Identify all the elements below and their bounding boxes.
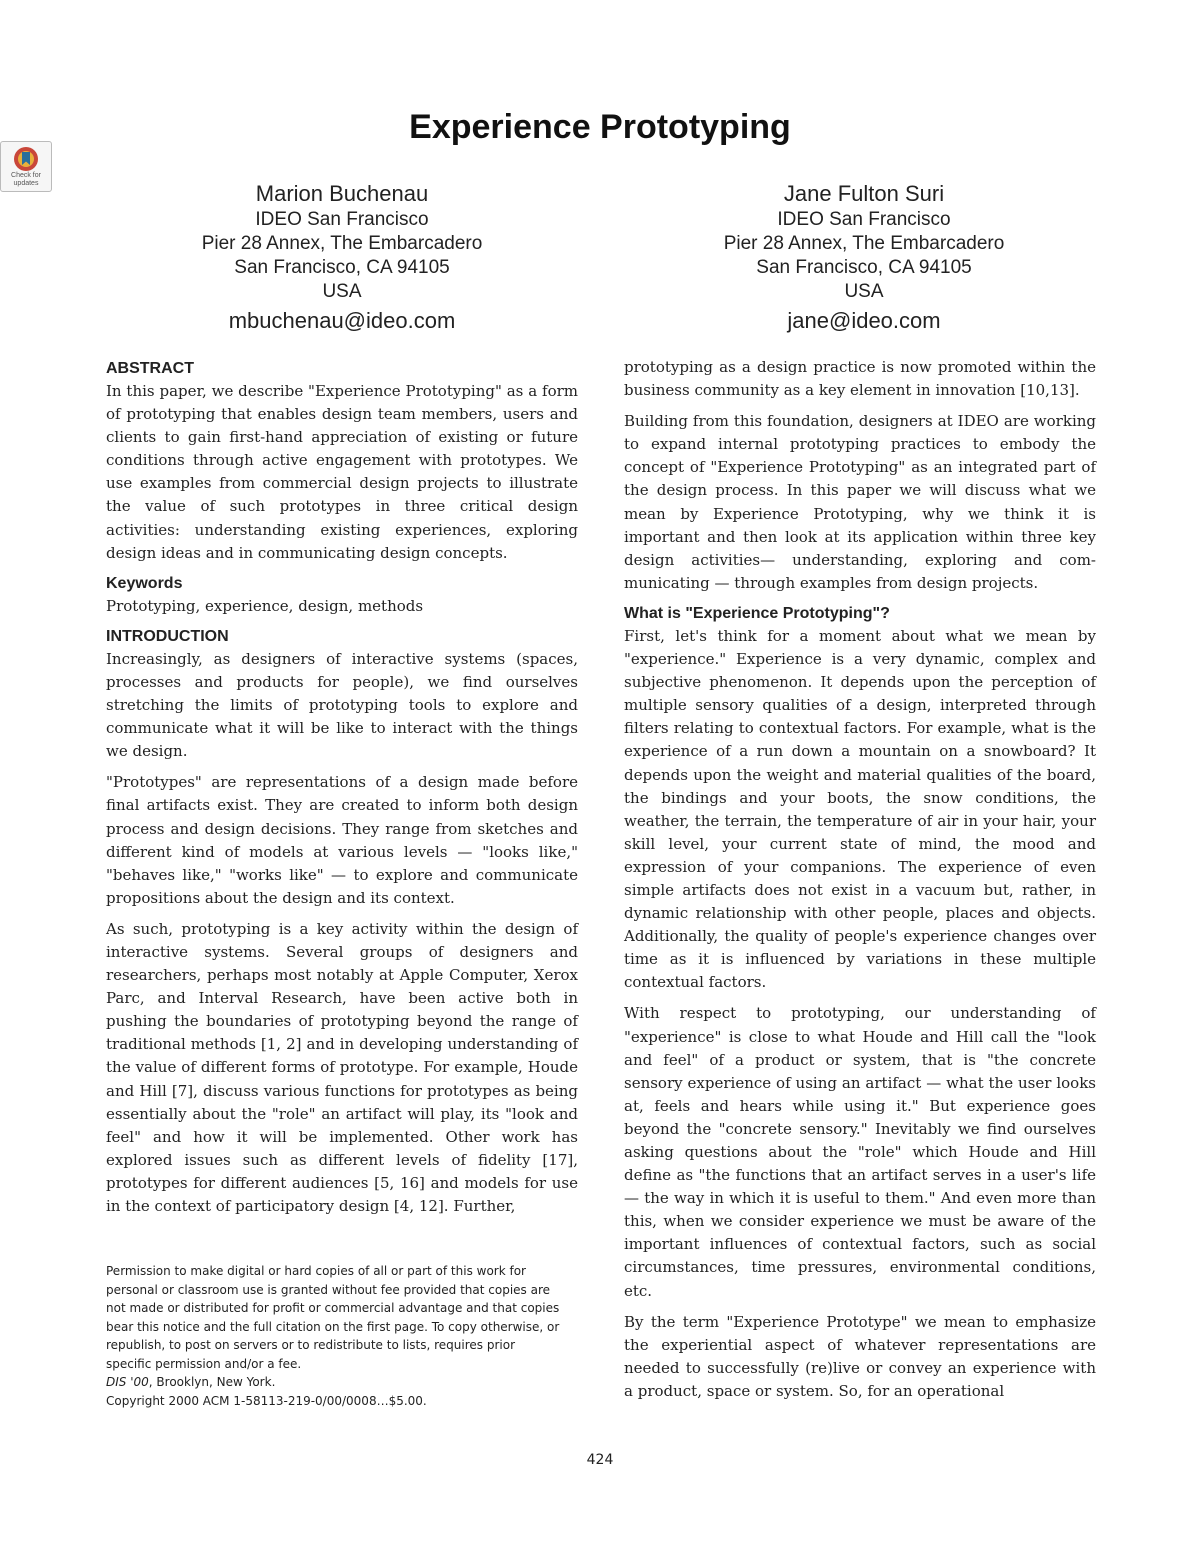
venue-line	[106, 1373, 561, 1392]
author-email[interactable]: jane@ideo.com	[787, 308, 941, 333]
check-for-updates-badge[interactable]	[0, 141, 52, 192]
author-name: Marion Buchenau	[255, 181, 429, 206]
author-affiliation: IDEO San Francisco	[777, 209, 951, 230]
introduction-paragraph-1: Increasingly, as designers of interactive systems (spaces, processes and products for people), we find ourselves stretching the limits of prototyping tools to explore and communicate what it will be like to interact with the things we design.	[106, 649, 578, 761]
keywords-heading: Keywords	[106, 574, 183, 592]
introduction-heading: INTRODUCTION	[106, 627, 229, 645]
venue-place: , Brooklyn, New York.	[148, 1375, 276, 1389]
permission-notice: Permission to make digital or hard copies of all or part of this work for personal or classroom use is granted without fee provided that copies are not made or distributed for profit or commercial advantage and that copies bear this notice and the full citation on the first page. To copy otherwise, or republish, to post on servers or to redistribute to lists, requires prior specific permission and/or a fee.	[106, 1264, 560, 1371]
right-paragraph-1: prototyping as a design practice is now promoted within the business community as a key element in innovation [10,13].	[624, 358, 1096, 400]
author-block-1	[102, 180, 582, 336]
section-heading-experience-prototyping: What is "Experience Prototyping"?	[624, 604, 890, 622]
right-column	[624, 356, 1096, 1411]
copyright-footnote	[106, 1262, 561, 1410]
paper-title: Experience Prototyping	[409, 108, 791, 146]
author-address-line-2: San Francisco, CA 94105	[756, 257, 972, 278]
author-address-line-2: San Francisco, CA 94105	[234, 257, 450, 278]
venue-name: DIS '00	[106, 1375, 149, 1389]
author-country: USA	[844, 281, 884, 302]
right-paragraph-4: With respect to prototyping, our understanding of "experience" is close to what Houde and Hill call the "look and feel" of a product or system, that is "the concrete sensory experience of using an artifact — what the user looks at, feels and hears while using it." But experience goes beyond the "concrete sensory." Inevitably we find ourselves asking questions about the "role" which Houde and Hill define as "the functions that an artifact serves in a user's life — the way in which it is useful to them." And even more than this, when we consider experience we must be aware of the important influences of contextual factors, such as social circumstances, time pressures, environmental conditions, etc.	[624, 1004, 1096, 1300]
introduction-paragraph-2: "Prototypes" are representations of a design made before final artifacts exist. They are created to inform both design process and design decisions. They range from sketches and different kind of models at various levels — "looks like," "behaves like," "works like" — to explore and communicate propositions about the design and its context.	[106, 773, 578, 907]
introduction-paragraph-3: As such, prototyping is a key activity within the design of interactive systems. Several groups of designers and researchers, perhaps most notably at Apple Computer, Xerox Parc, and Interval Research, have been active both in pushing the boundaries of prototyping beyond the range of traditional methods [1, 2] and in developing understanding of the value of different forms of prototype. For example, Houde and Hill [7], discuss various functions for prototypes as being essentially about the "role" an artifact will play, its "look and feel" and how it will be implemented. Other work has explored issues such as different levels of fidelity [17], prototypes for different audiences [5, 16] and models for use in the context of participatory design [4, 12]. Further,	[106, 919, 578, 1215]
author-email[interactable]: mbuchenau@ideo.com	[228, 308, 456, 333]
page-number: 424	[586, 1452, 614, 1468]
abstract-text: In this paper, we describe "Experience Prototyping" as a form of prototyping that enables design team members, users and clients to gain first-hand appreciation of existing or future conditions through active engagement with prototypes. We use examples from commercial design projects to illustrate the value of such prototypes in three critical design activities: understanding existing experiences, exploring design ideas and in communicating design concepts.	[106, 382, 578, 562]
author-block-2	[624, 180, 1104, 336]
left-column	[106, 356, 578, 1226]
author-address-line-1: Pier 28 Annex, The Embarcadero	[201, 233, 483, 254]
badge-caption: Check for updates	[11, 172, 41, 187]
abstract-heading: ABSTRACT	[106, 360, 194, 377]
right-paragraph-5: By the term "Experience Prototype" we mean to emphasize the experiential aspect of whatever representations are needed to successfully (re)live or convey an experience with a product, space or system. So, for an operational	[624, 1312, 1096, 1400]
copyright-line: Copyright 2000 ACM 1-58113-219-0/00/0008…$5.00.	[106, 1393, 427, 1408]
right-paragraph-3: First, let's think for a moment about what we mean by "experience." Experience is a very dynamic, complex and subjective phenomenon. It depends upon the perception of multiple sensory qualities of a design, interpreted through filters relating to contextual factors. For example, what is the experience of a run down a mountain on a snowboard? It depends upon the weight and material qualities of the board, the bindings and your boots, the snow conditions, the weather, the terrain, the temperature of air in your hair, your skill level, your current state of mind, the mood and expression of your companions. The experience of even simple artifacts does not exist in a vacuum but, rather, in dynamic relationship with other people, places and objects. Additionally, the quality of people's experience changes over time as it is influenced by variations in these multiple contextual factors.	[624, 626, 1096, 992]
author-country: USA	[322, 281, 362, 302]
keywords-text: Prototyping, experience, design, methods	[106, 596, 424, 615]
right-paragraph-2: Building from this foundation, designers at IDEO are working to expand internal prototyping practices to embody the concept of "Experience Prototyping" as an integrated part of the design process. In this paper we will discuss what we mean by Experience Prototyping, why we think it is important and then look at its application within three key design activities— understanding, exploring and com-municating — through examples from design projects.	[624, 412, 1096, 592]
author-address-line-1: Pier 28 Annex, The Embarcadero	[723, 233, 1005, 254]
crossmark-icon	[13, 146, 39, 172]
author-name: Jane Fulton Suri	[783, 181, 945, 206]
author-affiliation: IDEO San Francisco	[255, 209, 429, 230]
